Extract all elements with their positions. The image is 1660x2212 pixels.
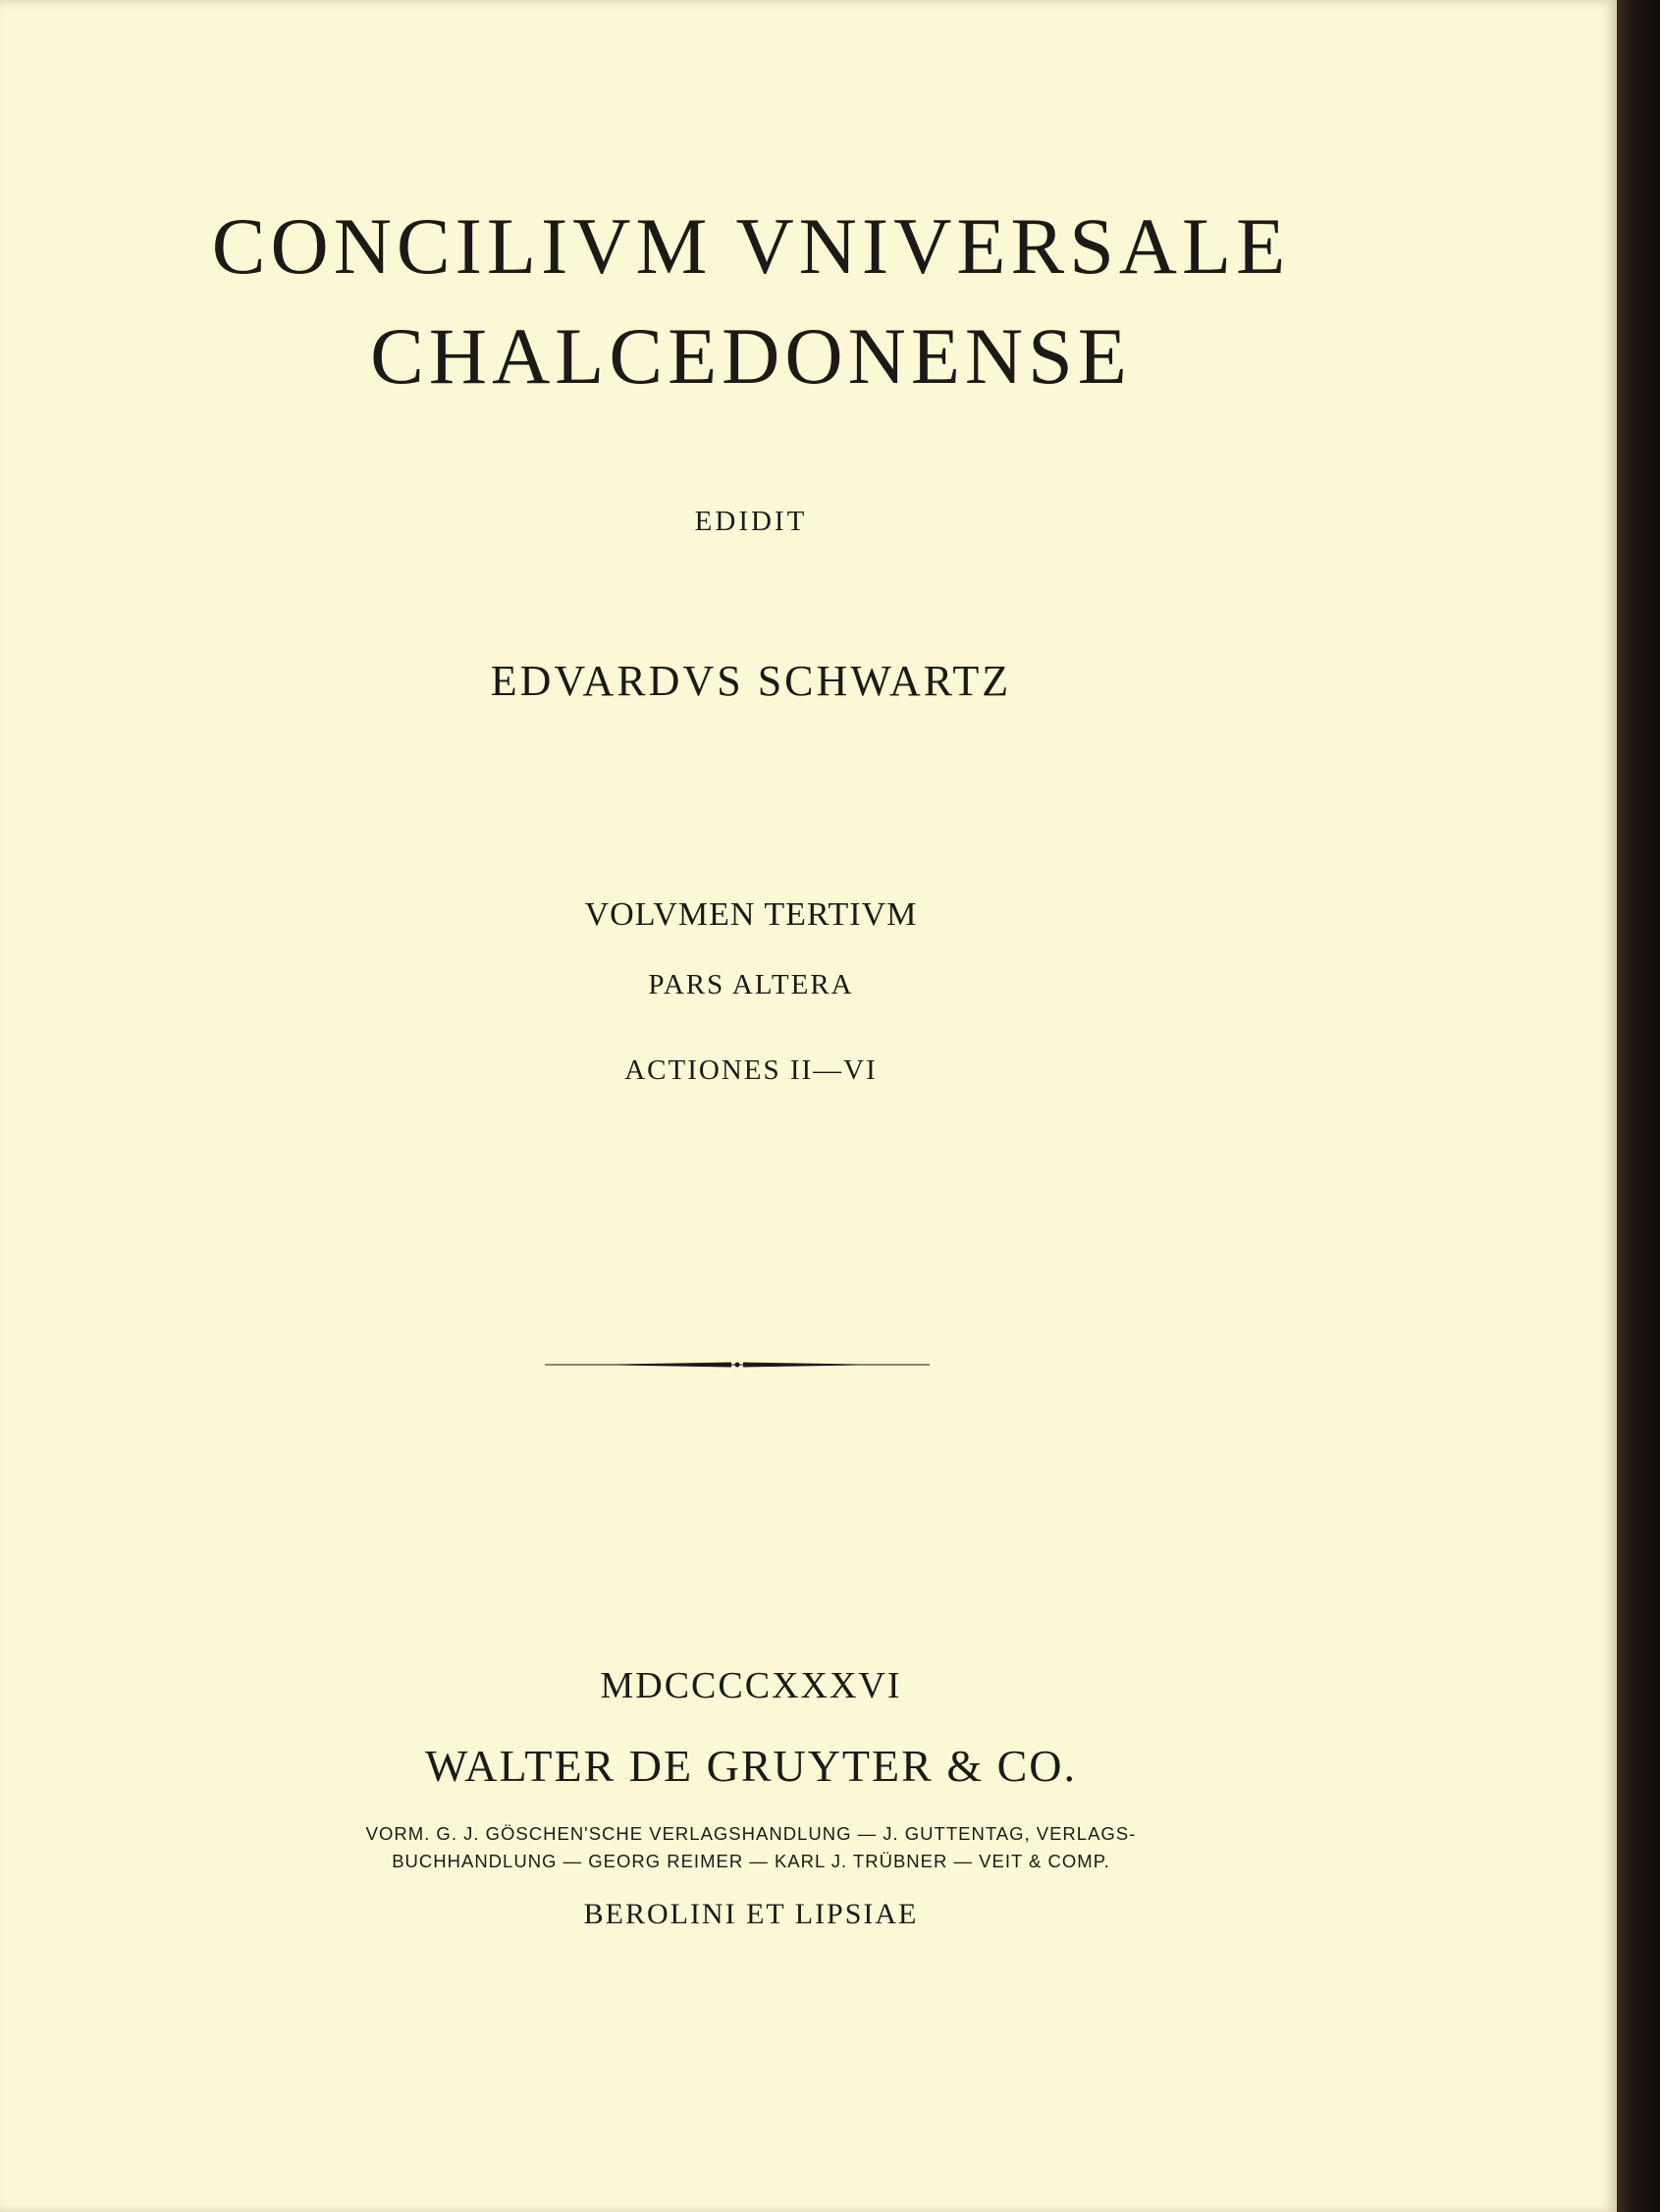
publisher-name: WALTER DE GRUYTER & CO. bbox=[424, 1741, 1077, 1791]
part-label: PARS ALTERA bbox=[648, 969, 854, 1000]
rule-ornament-icon bbox=[545, 1358, 930, 1372]
publication-year: MDCCCCXXXVI bbox=[600, 1665, 902, 1706]
title-line-2: CHALCEDONENSE bbox=[370, 311, 1132, 401]
actiones-label: ACTIONES II—VI bbox=[624, 1054, 878, 1086]
edidit-label: EDIDIT bbox=[694, 506, 808, 537]
publisher-detail-line-2: BUCHHANDLUNG — GEORG REIMER — KARL J. TRÜBNER — VEIT & COMP. bbox=[392, 1851, 1110, 1871]
publication-place: BEROLINI ET LIPSIAE bbox=[583, 1898, 919, 1930]
volume-label: VOLVMEN TERTIVM bbox=[584, 896, 918, 933]
book-edge bbox=[1617, 0, 1660, 2212]
title-line-1: CONCILIVM VNIVERSALE bbox=[211, 201, 1291, 291]
author-name: EDVARDVS SCHWARTZ bbox=[490, 657, 1012, 705]
publisher-detail-line-1: VORM. G. J. GÖSCHEN'SCHE VERLAGSHANDLUNG — J. GUTTENTAG, VERLAGS- bbox=[365, 1823, 1137, 1844]
